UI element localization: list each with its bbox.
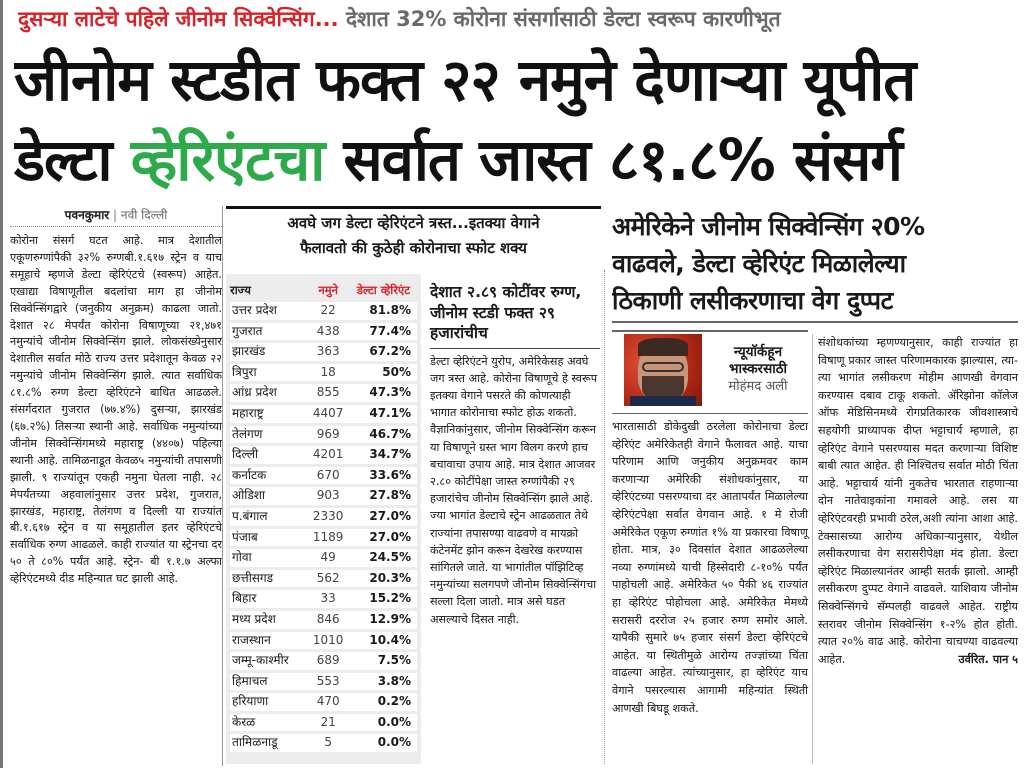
state-name: मध्य प्रदेश (230, 611, 306, 629)
byline-author: पवनकुमार (64, 208, 110, 222)
headline-word-delta: डेल्टा (14, 126, 112, 194)
main-headline-line-1: जीनोम स्टडीत फक्त २२ नमुने देणाऱ्या यूपीत (14, 46, 916, 114)
state-name: झारखंड (230, 343, 306, 361)
author-photo (624, 334, 702, 406)
delta-share: 67.2% (350, 343, 417, 361)
delta-share: 46.7% (350, 426, 417, 444)
dateline-city: न्यूयॉर्कहून (733, 344, 783, 360)
table-row (230, 652, 417, 670)
sample-count: 553 (306, 673, 350, 691)
delta-share: 47.3% (350, 384, 417, 402)
header-delta-variant: डेल्टा व्हेरिएंट (356, 282, 411, 297)
main-headline-line-2 (14, 118, 1020, 202)
table-row (230, 693, 417, 711)
headline-green-word: व्हेरिएंटचा (130, 126, 325, 194)
box-headline-line-1: अवघे जग डेल्टा व्हेरिएंटने त्रस्त...इतक्या वेगाने (287, 214, 540, 232)
state-name: ओडिशा (230, 487, 306, 505)
byline-separator: | (113, 208, 118, 222)
state-name: महाराष्ट्र (230, 405, 306, 423)
sample-count: 562 (306, 570, 350, 588)
sidebar-story (430, 282, 600, 628)
table-row (230, 405, 417, 423)
sample-count: 1010 (306, 632, 350, 650)
delta-share: 10.4% (350, 632, 417, 650)
sample-count: 22 (306, 302, 350, 320)
sample-count: 855 (306, 384, 350, 402)
sample-count: 21 (306, 714, 350, 732)
sample-count: 49 (306, 549, 350, 567)
table-row (230, 714, 417, 732)
table-row (230, 446, 417, 464)
delta-share: 7.5% (350, 652, 417, 670)
state-name: हरियाणा (230, 693, 306, 711)
sample-count: 846 (306, 611, 350, 629)
table-header-row (230, 281, 417, 299)
state-name: प.बंगाल (230, 508, 306, 526)
state-name: उत्तर प्रदेश (230, 302, 306, 320)
sample-count: 363 (306, 343, 350, 361)
table-row (230, 384, 417, 402)
delta-share: 27.8% (350, 487, 417, 505)
delta-share: 47.1% (350, 405, 417, 423)
table-row (230, 426, 417, 444)
us-headline-line-1: अमेरिकेने जीनोम सिक्वेन्सिंग २0% (612, 212, 925, 241)
table-row (230, 529, 417, 547)
sample-count: 689 (306, 652, 350, 670)
sample-count: 470 (306, 693, 350, 711)
us-story-body-col-1: भारतासाठी डोकेदुखी ठरलेला कोरोनाचा डेल्टा व्हेरिएंट अमेरिकेतही वेगाने फैलावत आहे. याचा परिणाम आणि जनुकीय अनुक्रमवर काम करणाऱ्या अमेरिकी संशोधकांनुसार, या व्हेरिएंटच्या पसरण्याचा दर आतापर्यंत मिळालेल्या व्हेरिएंटपेक्षा सर्वात वेगवान आहे. १ मे रोजी अमेरिकेत एकूण रुग्णांत १% या प्रकारचा विषाणू होता. मात्र, ३० दिवसांत देशात आढळलेल्या नव्या रुग्णांमध्ये याची हिस्सेदारी ८-१०% पर्यंत पाहोचली आहे. अमेरिकेत ५० पैकी ४६ राज्यांत हा व्हेरिएंट पोहोचला आहे. अमेरिकेत मेमध्ये सरासरी दररोज २५ हजार रुग्ण समोर आले. यापैकी सुमारे ७५ हजार संसर्ग डेल्टा व्हेरिएंटचे आहेत. या स्थितीमुळे आरोग्य तज्ज्ञांच्या चिंता वाढल्या आहेत. त्यांच्यानुसार, हा व्हेरिएंट याच वेगाने पसरल्यास आगामी महिन्यांत स्थिती आणखी बिघडू शकते. (612, 420, 808, 715)
state-name: आंध्र प्रदेश (230, 384, 306, 402)
table-row (230, 673, 417, 691)
delta-share: 15.2% (350, 590, 417, 608)
delta-share: 20.3% (350, 570, 417, 588)
state-name: केरळ (230, 714, 306, 732)
delta-share: 0.0% (350, 714, 417, 732)
box-headline-line-2: फैलावतो की कुठेही कोरोनाचा स्फोट शक्य (300, 239, 527, 257)
delta-share: 77.4% (350, 323, 417, 341)
sample-count: 4407 (306, 405, 350, 423)
table-row (230, 302, 417, 320)
us-story-body-text: संशोधकांच्या म्हणण्यानुसार, काही राज्यांत हा विषाणू प्रकार जास्त परिणामकारक झाल्यास, त्या-त्या भागांत लसीकरण मोहीम आणखी वेगवान करण्यास दबाव टाकू शकतो. ॲरिझोना कॉलेज ऑफ मेडिसिनमध्ये रोगप्रतिकारक जीवशास्त्राचे सहयोगी प्राध्यापक दीप्त भट्टाचार्य म्हणाले, हा व्हेरिएंट वेगाने पसरण्यास मदत करणाऱ्या विशिष्ट बाबी त्यात आहेत. ही निश्चितच सर्वात मोठी चिंता आहे. भट्टाचार्य यांनी नुकतेच भारतात राहणाऱ्या दोन नातेवाइकांना गमावले आहे. लस या व्हेरिएंटवरही प्रभावी ठरेल,अशी त्यांना आशा आहे. टेक्सासच्या आरोग्य अधिकाऱ्यानुसार, येथील लसीकरणाचा वेग सरासरीपेक्षा मंद होता. डेल्टा व्हेरिएंट मिळाल्यानंतर आम्ही सतर्क झालो. आम्ही लसीकरण दुप्पट वेगाने वाढवले. याशिवाय जीनोम सिक्वेन्सिंगचे सॅम्पलही वाढवले आहेत. राष्ट्रीय स्तरावर जीनोम सिक्वेन्सिंग १-२% होत होती. त्यात २०% वाढ आहे. कोरोना चाचण्या वाढवल्या आहेत. (818, 336, 1018, 666)
kicker-red-text: दुसऱ्या लाटेचे पहिले जीनोम सिक्वेन्सिंग... (18, 7, 339, 31)
table-row (230, 549, 417, 567)
state-table-box (226, 274, 421, 764)
state-name: पंजाब (230, 529, 306, 547)
box-headline (226, 206, 601, 261)
sample-count: 438 (306, 323, 350, 341)
state-delta-table (230, 278, 417, 755)
main-story-body: कोरोना संसर्ग घटत आहे. मात्र देशातील एकूणरुग्णांपैकी ३२% रुग्णबी.१.६१७ स्ट्रेन व याच समूहाचे म्हणजे डेल्टा व्हेरिएंटचे (स्वरूप) आहेत. एखाद्या विषाणूतील बदलांचा माग हा जीनोम सिक्वेन्सिंगद्वारे (जनुकीय अनुक्रम) काढला जातो. देशात २८ मेपर्यंत कोरोना विषाणूच्या २१,४७१ नमुन्यांचे जीनोम सिक्वेन्सिंग झाले. लोकसंख्येनुसार देशातील सर्वात मोठे राज्य उत्तर प्रदेशातून केवळ २२ नमुन्यांचे जीनोम सिक्वेन्सिंग झाले. त्यात सर्वाधिक ८१.८% रुग्ण डेल्टा व्हेरिएंटने बाधित आढळले. संसर्गदरात गुजरात (७७.४%) दुसऱ्या, झारखंड (६७.२%) तिसऱ्या स्थानी आहे. सर्वाधिक नमुन्यांच्या जीनोम सिक्वेन्सिंगमध्ये महाराष्ट्र (४४०७) पहिल्या स्थानी आहे. तामिळनाडूत केवळ५ नमुन्यांची तपासणी झाली. ९ राज्यांतून एकही नमुना घेतला नाही. २८ मेपर्यंतच्या अहवालांनुसार उत्तर प्रदेश, गुजरात, झारखंड, महाराष्ट्र, तेलंगण व दिल्ली या राज्यांत बी.१.६१७ स्ट्रेन व या समूहातील इतर व्हेरिएंटचे सर्वाधिक रुग्ण आढळले. काही राज्यांत या स्ट्रेनचा दर ५० ते ८०% पर्यंत आहे. स्ट्रेन- बी १.१.७ अल्फा व्हेरिएंटमध्ये दीड महिन्यात घट झाली आहे. (10, 234, 222, 586)
headline-line-2-end: सर्वात जास्त ८१.८% संसर्ग (343, 126, 902, 194)
state-name: तेलंगण (230, 426, 306, 444)
delta-share: 12.9% (350, 611, 417, 629)
table-row (230, 570, 417, 588)
table-row (230, 611, 417, 629)
sample-count: 1189 (306, 529, 350, 547)
header-samples: नमुने (318, 282, 338, 297)
sample-count: 18 (306, 364, 350, 382)
author-box (612, 330, 808, 414)
state-name: राजस्थान (230, 632, 306, 650)
state-name: छत्तीसगड (230, 570, 306, 588)
author-credit (708, 344, 808, 396)
sample-count: 903 (306, 487, 350, 505)
dateline-publication: भास्करसाठी (728, 361, 788, 377)
delta-share: 0.2% (350, 693, 417, 711)
main-story-column (10, 203, 222, 588)
column-divider (812, 334, 813, 764)
delta-share: 27.0% (350, 529, 417, 547)
us-story-body-col-2 (818, 334, 1018, 668)
table-row (230, 364, 417, 382)
delta-share: 34.7% (350, 446, 417, 464)
delta-share: 50% (350, 364, 417, 382)
us-headline-line-3: ठिकाणी लसीकरणाचा वेग दुप्पट (612, 286, 893, 315)
delta-share: 3.8% (350, 673, 417, 691)
state-name: कर्नाटक (230, 467, 306, 485)
table-row (230, 343, 417, 361)
kicker-grey-text: देशात 32% कोरोना संसर्गासाठी डेल्टा स्वरूप कारणीभूत (345, 7, 781, 31)
sidebar-headline: देशात २.८९ कोटींवर रुग्ण, जीनोम स्टडी फक्त २९ हजारांचीच (430, 282, 600, 349)
box-right-divider (604, 270, 605, 764)
table-row (230, 590, 417, 608)
us-headline-line-2: वाढवले, डेल्टा व्हेरिएंट मिळालेल्या (612, 249, 906, 278)
table-row (230, 508, 417, 526)
page-edge-rule (0, 0, 3, 768)
delta-share: 33.6% (350, 467, 417, 485)
state-name: गोवा (230, 549, 306, 567)
delta-share: 24.5% (350, 549, 417, 567)
state-name: गुजरात (230, 323, 306, 341)
sample-count: 2330 (306, 508, 350, 526)
table-row (230, 323, 417, 341)
byline (10, 203, 222, 227)
us-story-headline (612, 208, 1018, 323)
delta-share: 81.8% (350, 302, 417, 320)
sample-count: 969 (306, 426, 350, 444)
sample-count: 670 (306, 467, 350, 485)
delta-share: 27.0% (350, 508, 417, 526)
state-name: त्रिपुरा (230, 364, 306, 382)
sample-count: 5 (306, 734, 350, 752)
kicker-line (18, 2, 1018, 36)
state-name: दिल्ली (230, 446, 306, 464)
column-divider (222, 206, 223, 766)
sample-count: 4201 (306, 446, 350, 464)
author-name: मोहंमद अली (728, 379, 788, 394)
table-row (230, 632, 417, 650)
table-row (230, 734, 417, 752)
delta-share: 0.0% (350, 734, 417, 752)
state-name: जम्मू-काश्मीर (230, 652, 306, 670)
continued-link[interactable]: उर्वरित. पान ५ (958, 652, 1018, 666)
state-name: हिमाचल (230, 673, 306, 691)
header-state: राज्य (230, 282, 251, 297)
state-name: तामिळनाडू (230, 734, 306, 752)
byline-place: नवी दिल्ली (120, 208, 168, 222)
sidebar-body: डेल्टा व्हेरिएंटने युरोप, अमेरिकेसह अवघे जग त्रस्त आहे. कोरोना विषाणूचे हे स्वरूप इतक्या वेगाने पसरते की कोणत्याही भागात कोरोनाचा स्फोट होऊ शकतो. वैज्ञानिकांनुसार, जीनोम सिक्वेन्सिंग करून या विषाणूने ग्रस्त भाग विलग करणे हाच बचावाचा उपाय आहे. मात्र देशात आजवर २.८० कोटींपेक्षा जास्त रुग्णांपैकी २९ हजारांचेच जीनोम सिक्वेन्सिंग झाले आहे. ज्या भागांत डेल्टाचे स्ट्रेन आढळतात तेथे राज्यांना तपासण्या वाढवणे व मायक्रो कंटेनमेंट झोन करून देखरेख करण्यास सांगितले जाते. या भागांतील पॉझिटिव्ह नमुन्यांच्या सलगपणे जीनोम सिक्वेन्सिंगचा सल्ला दिला जातो. मात्र असे घडत असल्याचे दिसत नाही. (430, 354, 598, 626)
table-row (230, 467, 417, 485)
table-row (230, 487, 417, 505)
state-name: बिहार (230, 590, 306, 608)
sample-count: 33 (306, 590, 350, 608)
